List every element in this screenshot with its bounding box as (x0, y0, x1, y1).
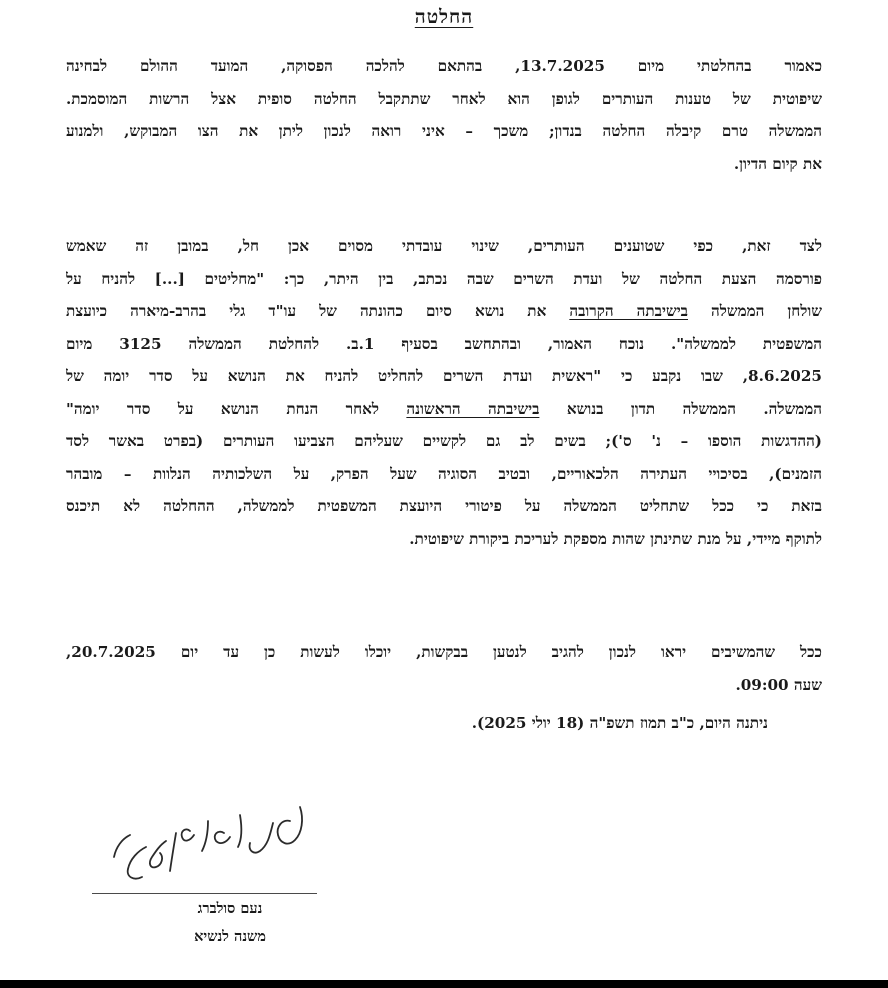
underlined-first-meeting: בישיבתה הראשונה (406, 399, 540, 418)
paragraph-2-line-6-start: הממשלה. הממשלה תדון בנושא (539, 399, 822, 418)
paragraph-1 (66, 50, 822, 180)
paragraph-2-line-3 (66, 295, 822, 328)
paragraph-1-line-4: את קיום הדיון. (733, 154, 822, 173)
paragraph-2-line-3-start: שולחן הממשלה (688, 302, 822, 320)
paragraph-2-line-5: 8.6.2025, שבו נקבע כי "ראשית ועדת השרים להחליט להניח את הנושא על סדר יומה של (66, 367, 822, 385)
bottom-edge-bar (0, 980, 888, 988)
signature-line (92, 893, 317, 894)
paragraph-3-line-2: שעה 09:00. (735, 675, 822, 694)
paragraph-2-line-6 (66, 393, 822, 426)
paragraph-2-line-6-end: לאחר הנחת הנושא על סדר יומה" (66, 399, 407, 418)
handwritten-signature (90, 785, 320, 905)
paragraph-2-line-2: פורסמה הצעת החלטה של ועדת השרים שבה נכתב, בין היתר, כך: "מחליטים [...] להניח על (66, 269, 822, 288)
paragraph-3 (66, 636, 822, 701)
given-date-line: ניתנה היום, כ"ב תמוז תשפ"ה (18 יולי 2025). (471, 714, 768, 732)
paragraph-2 (66, 230, 822, 555)
paragraph-2-line-3-end: את נושא סיום כהונתה של עו"ד גלי בהרב-מיארה כיועצת (66, 302, 570, 320)
paragraph-2-line-10: לתוקף מיידי, על מנת שתינתן שהות מספקת לעריכת ביקורת שיפוטית. (409, 529, 822, 548)
paragraph-2-line-7: (ההדגשות הוספו – נ' ס'); בשים לב גם לקשיים שעליהם הצביעו העותרים (בפרט באשר לסד (66, 432, 822, 450)
document-title: החלטה (414, 6, 474, 28)
paragraph-1-line-2: שיפוטית של טענות העותרים לגופן הוא לאחר שתתקבל החלטה סופית אצל הרשות המוסמכת. (66, 89, 822, 108)
signer-name: נעם סולברג (197, 900, 263, 917)
paragraph-2-line-9: בזאת כי ככל שתחליט הממשלה על פיטורי היועצת המשפטית לממשלה, ההחלטה לא תיכנס (66, 497, 822, 515)
paragraph-1-line-1: כאמור בהחלטתי מיום 13.7.2025, בהתאם להלכה הפסוקה, המועד ההולם לבחינה (66, 57, 822, 75)
underlined-next-meeting: בישיבתה הקרובה (569, 302, 689, 320)
signer-role: משנה לנשיא (194, 928, 266, 945)
paragraph-3-line-1: ככל שהמשיבים יראו לנכון להגיב לנטען בבקשות, יוכלו לעשות כן עד יום 20.7.2025, (66, 643, 822, 661)
paragraph-2-line-8: הזמנים), בסיכויי העתירה הלכאוריים, ובטיב הסוגיה שעל הפרק, על השלכותיה הנלוות – מובהר (66, 464, 822, 483)
paragraph-2-line-4: המשפטית לממשלה". נוכח האמור, ובהתחשב בסעיף 1.ב. להחלטת הממשלה 3125 מיום (66, 334, 822, 353)
paragraph-1-line-3: הממשלה טרם קיבלה החלטה בנדון; משכך – איני רואה לנכון ליתן את הצו המבוקש, ולמנוע (66, 122, 822, 140)
paragraph-2-line-1: לצד זאת, כפי שטוענים העותרים, שינוי עובדתי מסוים אכן חל, במובן זה שאמש (66, 237, 822, 255)
